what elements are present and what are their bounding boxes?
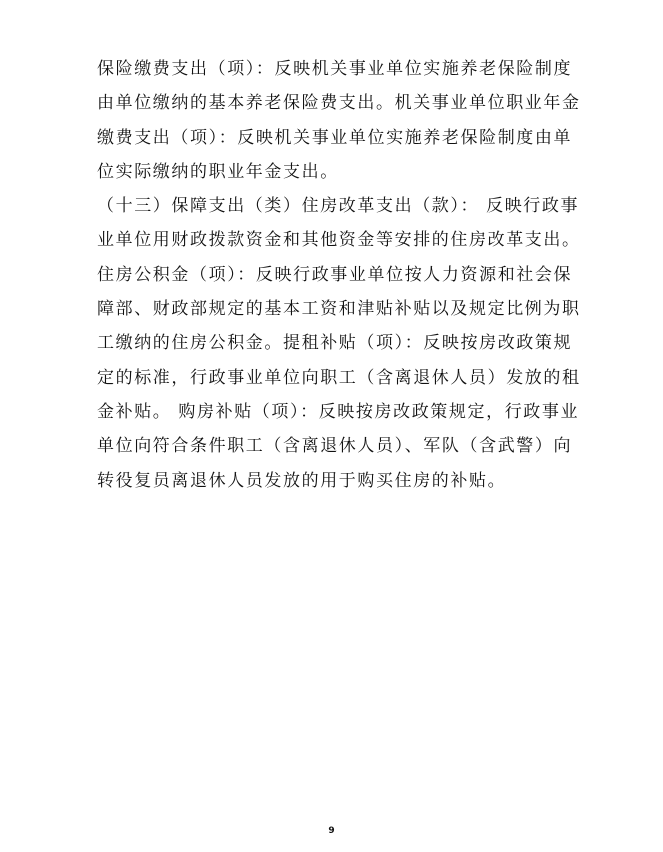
text-line: 转役复员离退休人员发放的用于购买住房的补贴。	[97, 470, 507, 491]
text-line: 由单位缴纳的基本养老保险费支出。机关事业单位职业年金	[97, 93, 581, 114]
text-line: 定的标准，行政事业单位向职工（含离退休人员）发放的租	[97, 367, 581, 388]
text-line: 缴费支出（项）：反映机关事业单位实施养老保险制度由单	[97, 127, 573, 148]
text-line: 保险缴费支出（项）：反映机关事业单位实施养老保险制度	[97, 59, 573, 79]
text-line: 住房公积金（项）：反映行政事业单位按人力资源和社会保	[97, 264, 573, 285]
text-line: 障部、财政部规定的基本工资和津贴补贴以及规定比例为职	[97, 299, 581, 320]
body-text	[97, 52, 581, 498]
text-line: 工缴纳的住房公积金。提租补贴（项）：反映按房改政策规	[97, 333, 573, 354]
text-line: 业单位用财政拨款资金和其他资金等安排的住房改革支出。	[97, 230, 581, 251]
text-line: 位实际缴纳的职业年金支出。	[97, 161, 339, 182]
text-line: 金补贴。 购房补贴（项）：反映按房改政策规定，行政事业	[97, 401, 580, 422]
text-line: （十三）保障支出（类）住房改革支出（款）： 反映行政事	[97, 196, 580, 217]
page-number: 9	[328, 826, 335, 836]
text-line: 单位向符合条件职工（含离退休人员）、军队（含武警）向	[97, 436, 573, 457]
